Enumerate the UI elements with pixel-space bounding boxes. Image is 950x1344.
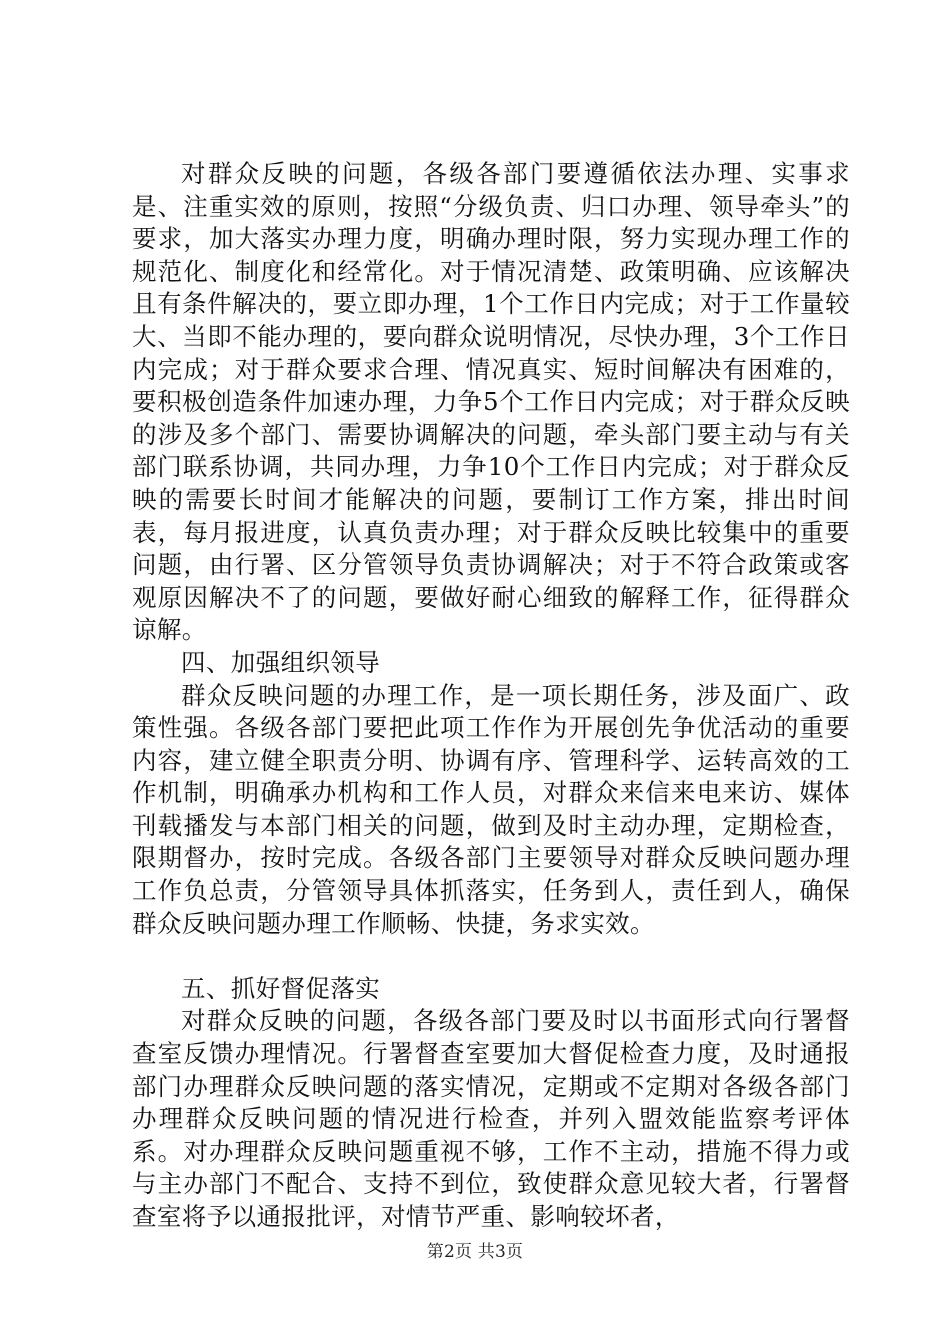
section-heading-4: 四、加强组织领导 [181,647,381,677]
page-footer [0,1241,950,1263]
document-body [132,158,850,1234]
section-heading-5: 五、抓好督促落实 [181,973,381,1003]
paragraph-supervision: 对群众反映的问题，各级各部门要及时以书面形式向行署督查室反馈办理情况。行署督查室要加大督促检查力度，及时通报部门办理群众反映问题的落实情况，定期或不定期对各级各部门办理群众反映问题的情况进行检查，并列入盟效能监察考评体系。对办理群众反映问题重视不够，工作不主动，措施不得力或与主办部门不配合、支持不到位，致使群众意见较大者，行署督查室将予以通报批评，对情节严重、影响较坏者， [132,1006,850,1231]
paragraph-organization-leadership: 群众反映问题的办理工作，是一项长期任务，涉及面广、政策性强。各级各部门要把此项工作作为开展创先争优活动的重要内容，建立健全职责分明、协调有序、管理科学、运转高效的工作机制，明确承办机构和工作人员，对群众来信来电来访、媒体刊载播发与本部门相关的问题，做到及时主动办理，定期检查，限期督办，按时完成。各级各部门主要领导对群众反映问题办理工作负总责，分管领导具体抓落实，任务到人，责任到人，确保群众反映问题办理工作顺畅、快捷，务求实效。 [132,680,850,938]
paragraph-handling-deadlines: 对群众反映的问题，各级各部门要遵循依法办理、实事求是、注重实效的原则，按照“分级负责、归口办理、领导牵头”的要求，加大落实办理力度，明确办理时限，努力实现办理工作的规范化、制度化和经常化。对于情况清楚、政策明确、应该解决且有条件解决的，要立即办理，1个工作日内完成；对于工作量较大、当即不能办理的，要向群众说明情况，尽快办理，3个工作日内完成；对于群众要求合理、情况真实、短时间解决有困难的，要积极创造条件加速办理，力争5个工作日内完成；对于群众反映的涉及多个部门、需要协调解决的问题，牵头部门要主动与有关部门联系协调，共同办理，力争10个工作日内完成；对于群众反映的需要长时间才能解决的问题，要制订工作方案，排出时间表，每月报进度，认真负责办理；对于群众反映比较集中的重要问题，由行署、区分管领导负责协调解决；对于不符合政策或客观原因解决不了的问题，要做好耐心细致的解释工作，征得群众谅解。 [132,159,850,645]
page-number: 第2页 共3页 [426,1242,524,1262]
